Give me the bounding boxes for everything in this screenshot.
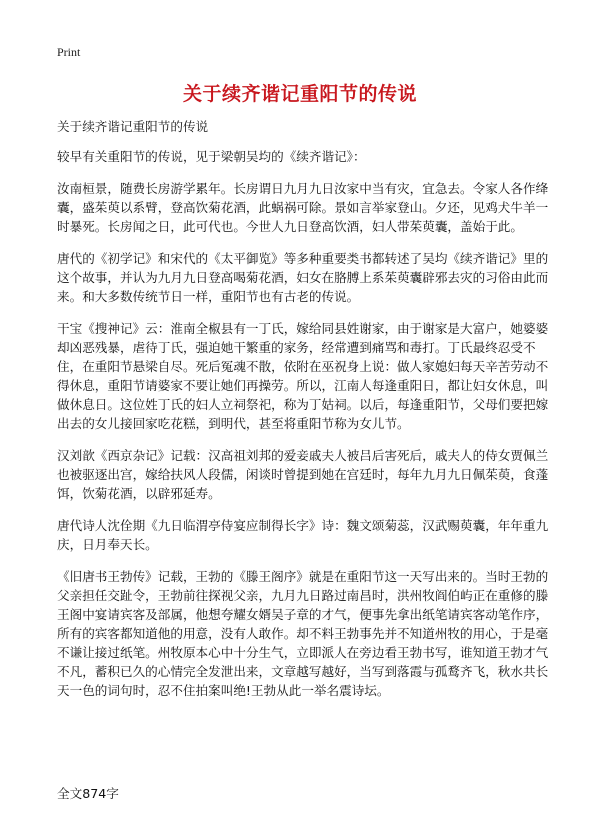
paragraph-soushenji: 干宝《搜神记》云：淮南全椒县有一丁氏，嫁给同县姓谢家，由于谢家是大富户，她婆婆却凶恶残暴，虐待丁氏，强迫她干繁重的家务，经常遭到痛骂和毒打。丁氏最终忍受不住，在重阳节悬梁自尽。死后冤魂不散，依附在巫祝身上说：做人家媳妇每天辛苦劳动不得休息，重阳节请婆家不要让她们再操劳。所以，江南人每逢重阳日，都让妇女休息，叫做休息日。这位姓丁氏的妇人立祠祭祀，称为丁姑祠。以后，每逢重阳节，父母们要把嫁出去的女儿接回家吃花糕，到明代，甚至将重阳节称为女儿节。 [57, 321, 549, 431]
print-link[interactable]: Print [57, 45, 81, 59]
paragraph-xijingzaji: 汉刘歆《西京杂记》记载：汉高祖刘邦的爱妾戚夫人被吕后害死后，戚夫人的侍女贾佩兰也被驱逐出宫，嫁给扶风人段儒，闲谈时曾提到她在宫廷时，每年九月九日佩茱萸，食蓬饵，饮菊花酒，以辟邪延寿。 [57, 448, 549, 501]
paragraph-wangbo: 《旧唐书王勃传》记载，王勃的《滕王阁序》就是在重阳节这一天写出来的。当时王勃的父亲担任交趾令，王勃前往探视父亲，九月九日路过南昌时，洪州牧阎伯屿正在重修的滕王阁中宴请宾客及部属，他想夸耀女婿吴子章的才气，便事先拿出纸笔请宾客动笔作序，所有的宾客都知道他的用意，没有人敢作。却不料王勃事先并不知道州牧的用心，于是毫不谦让接过纸笔。州牧原本心中十分生气，立即派人在旁边看王勃书写，谁知道王勃才气不凡，蓄积已久的心情完全发泄出来，文章越写越好，当写到落霞与孤鹜齐飞，秋水共长天一色的词句时，忍不住拍案叫绝!王勃从此一举名震诗坛。 [57, 569, 549, 698]
paragraph-poem: 唐代诗人沈佺期《九日临渭亭侍宴应制得长字》诗：魏文颂菊蕊，汉武赐萸囊，年年重九庆，日月奉天长。 [57, 518, 549, 552]
paragraph-classics: 唐代的《初学记》和宋代的《太平御览》等多种重要类书都转述了吴均《续齐谐记》里的这个故事，并认为九月九日登高喝菊花酒，妇女在胳膊上系茱萸囊辟邪去灾的习俗由此而来。和大多数传统节日一样，重阳节也有古老的传说。 [57, 251, 549, 304]
paragraph-intro: 较早有关重阳节的传说，见于梁朝吴均的《续齐谐记》： [57, 149, 366, 164]
paragraph-legend-huanjing: 汝南桓景，随费长房游学累年。长房谓日九月九日汝家中当有灾，宜急去。令家人各作绛囊，盛茱萸以系臂，登高饮菊花酒，此蜗祸可除。景如言举家登山。夕还，见鸡犬牛羊一时暴死。长房闻之日，此可代也。今世人九日登高饮酒，妇人带茱萸囊，盖始于此。 [57, 181, 549, 234]
word-count: 全文874字 [57, 786, 119, 801]
article-subtitle: 关于续齐谐记重阳节的传说 [57, 119, 209, 134]
page-title: 关于续齐谐记重阳节的传说 [182, 83, 417, 105]
article-body [57, 117, 550, 713]
